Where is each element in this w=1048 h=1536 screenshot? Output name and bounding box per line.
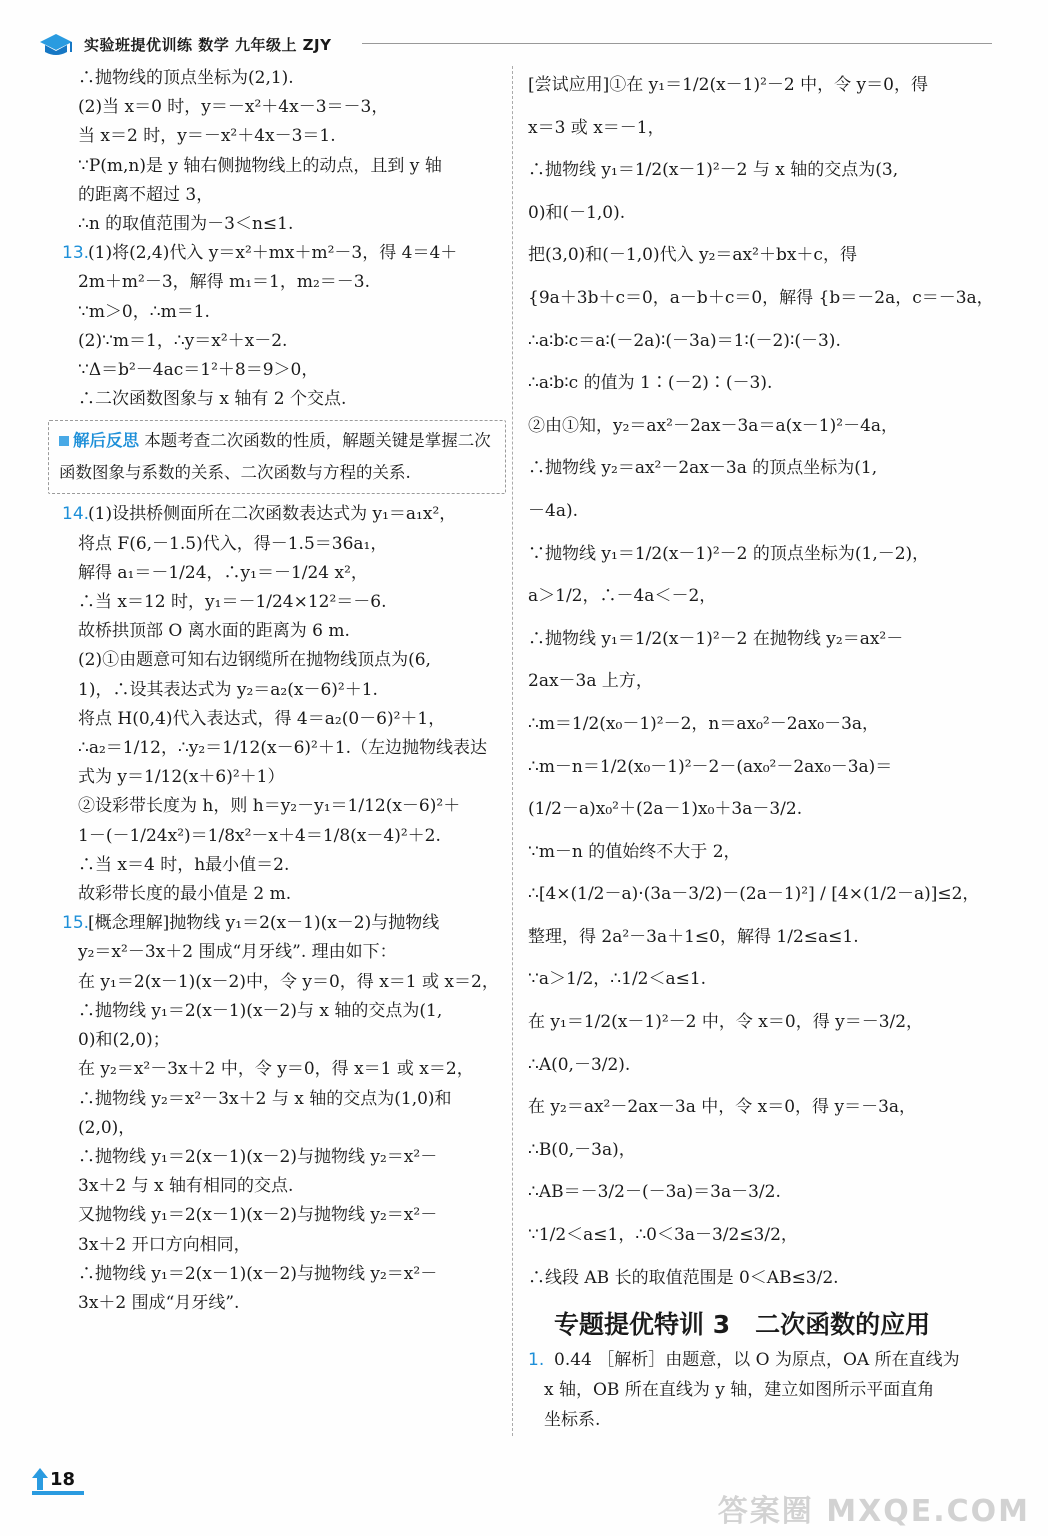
text-line <box>528 831 988 874</box>
text-line <box>78 1085 502 1114</box>
text-line <box>78 64 502 93</box>
line-text: －4a). <box>528 500 578 521</box>
line-text: 0.44 ［解析］由题意，以 O 为原点，OA 所在直线为 <box>554 1350 960 1371</box>
text-line <box>78 559 502 588</box>
line-text: [尝试应用]①在 y₁＝1/2(x－1)²－2 中，令 y＝0，得 <box>528 75 928 95</box>
line-text: 在 y₁＝2(x－1)(x－2)中，令 y＝0，得 x＝1 或 x＝2， <box>78 971 499 992</box>
line-text: 整理，得 2a²－3a＋1≤0，解得 1/2≤a≤1. <box>528 926 859 947</box>
line-text: ∴抛物线 y₁＝2(x－1)(x－2)与抛物线 y₂＝x²－ <box>78 1263 438 1284</box>
text-line <box>78 734 502 763</box>
text-line <box>78 327 502 356</box>
line-text: (2)当 x＝0 时，y＝－x²＋4x－3＝－3， <box>78 97 389 118</box>
text-line <box>78 268 502 297</box>
text-line <box>528 575 988 618</box>
line-text: ∴抛物线 y₁＝1/2(x－1)²－2 与 x 轴的交点为(3, <box>528 160 899 181</box>
line-text: 的距离不超过 3， <box>78 184 214 205</box>
line-text: ∴抛物线 y₁＝1/2(x－1)²－2 在抛物线 y₂＝ax²－ <box>528 628 904 649</box>
text-line <box>528 149 988 192</box>
text-line <box>528 746 988 789</box>
book-cap-logo-icon <box>36 30 76 58</box>
line-text: ∴当 x＝12 时，y₁＝－1/24×12²＝－6. <box>78 592 387 613</box>
text-line <box>544 1405 988 1435</box>
line-text: ∴a∶b∶c 的值为 1∶(－2)∶(－3). <box>528 373 773 394</box>
line-text: ∴n 的取值范围为－3＜n≤1. <box>78 214 294 235</box>
page-number: 18 <box>50 1469 76 1490</box>
line-text: ∴当 x＝4 时，h最小值＝2. <box>78 854 290 875</box>
line-text: [概念理解]抛物线 y₁＝2(x－1)(x－2)与抛物线 <box>88 913 440 934</box>
text-line <box>78 1289 502 1318</box>
line-text: x＝3 或 x＝－1， <box>528 117 665 138</box>
line-text: 0)和(－1,0). <box>528 202 626 223</box>
text-line <box>544 1375 988 1405</box>
text-line <box>528 1345 988 1375</box>
left-column <box>59 64 502 1318</box>
text-line <box>78 1026 502 1055</box>
text-line <box>78 997 502 1026</box>
note-marker-icon <box>59 436 69 446</box>
text-line <box>528 873 988 916</box>
line-text: ∴抛物线的顶点坐标为(2,1). <box>78 68 294 88</box>
text-line <box>528 490 988 533</box>
text-line <box>528 234 988 277</box>
reflection-note <box>48 420 506 494</box>
line-text: 解得 a₁＝－1/24，∴y₁＝－1/24 x²， <box>78 562 368 583</box>
line-text: y₂＝x²－3x＋2 围成“月牙线”. 理由如下： <box>78 942 397 963</box>
question-number: 15. <box>62 913 90 934</box>
line-text: 在 y₂＝x²－3x＋2 中，令 y＝0，得 x＝1 或 x＝2， <box>78 1059 474 1080</box>
section-title: 专题提优特训 3 二次函数的应用 <box>554 1310 931 1340</box>
text-line <box>78 181 502 210</box>
text-line <box>528 1171 988 1214</box>
text-line <box>78 210 502 239</box>
text-line <box>78 822 502 851</box>
line-text: ∴m＝1/2(x₀－1)²－2，n＝ax₀²－2ax₀－3a， <box>528 713 880 734</box>
line-text: 3x＋2 围成“月牙线”. <box>78 1292 240 1313</box>
line-text: ∴抛物线 y₁＝2(x－1)(x－2)与抛物线 y₂＝x²－ <box>78 1146 438 1167</box>
text-line <box>78 1231 502 1260</box>
text-line <box>528 1214 988 1257</box>
text-line <box>528 1001 988 1044</box>
text-line <box>78 1143 502 1172</box>
line-text: ∴抛物线 y₂＝ax²－2ax－3a 的顶点坐标为(1, <box>528 458 878 479</box>
line-text: 当 x＝2 时，y＝－x²＋4x－3＝1. <box>78 126 336 147</box>
note-tag: 解后反思 <box>73 431 139 451</box>
text-line <box>528 64 988 107</box>
text-line <box>78 1114 502 1143</box>
text-line <box>528 660 988 703</box>
line-text: 故彩带长度的最小值是 2 m. <box>78 884 292 905</box>
line-text: ∴[4×(1/2－a)·(3a－3/2)－(2a－1)²] / [4×(1/2－a)]≤2， <box>528 884 980 905</box>
question-number: 1. <box>528 1350 545 1371</box>
line-text: 将点 F(6,－1.5)代入，得－1.5＝36a₁， <box>78 533 388 554</box>
text-line <box>78 617 502 646</box>
page-number-badge <box>32 1466 84 1496</box>
text-line <box>78 705 502 734</box>
text-line <box>78 530 502 559</box>
text-line <box>528 447 988 490</box>
text-line <box>78 385 502 414</box>
line-text: ∴AB＝－3/2－(－3a)＝3a－3/2. <box>528 1182 781 1203</box>
text-line <box>78 1260 502 1289</box>
line-text: ②由①知，y₂＝ax²－2ax－3a＝a(x－1)²－4a， <box>528 415 899 436</box>
text-line <box>78 356 502 385</box>
right-column <box>528 64 994 1435</box>
line-text: ∵P(m,n)是 y 轴右侧抛物线上的动点，且到 y 轴 <box>78 155 442 176</box>
text-line <box>78 1201 502 1230</box>
line-text: ∵Δ＝b²－4ac＝1²＋8＝9＞0， <box>78 360 319 381</box>
text-line <box>78 646 502 675</box>
text-line <box>528 958 988 1001</box>
text-line <box>528 405 988 448</box>
line-text: 1)，∴设其表达式为 y₂＝a₂(x－6)²＋1. <box>78 679 378 700</box>
line-text: 2m＋m²－3，解得 m₁＝1，m₂＝－3. <box>78 272 370 293</box>
text-line <box>528 1257 988 1300</box>
text-line <box>528 916 988 959</box>
line-text: 1－(－1/24x²)＝1/8x²－x＋4＝1/8(x－4)²＋2. <box>78 825 441 846</box>
line-text: (1/2－a)x₀²＋(2a－1)x₀＋3a－3/2. <box>528 799 803 820</box>
line-text: 把(3,0)和(－1,0)代入 y₂＝ax²＋bx＋c，得 <box>528 245 857 266</box>
line-text: 将点 H(0,4)代入表达式，得 4＝a₂(0－6)²＋1， <box>78 708 446 729</box>
text-line <box>528 533 988 576</box>
text-line <box>78 298 502 327</box>
line-text: (1)设拱桥侧面所在二次函数表达式为 y₁＝a₁x²， <box>88 504 457 525</box>
watermark: 答案圈 MXQE.COM <box>717 1494 1030 1529</box>
line-text: ∵a＞1/2，∴1/2＜a≤1. <box>528 969 707 990</box>
text-line <box>78 1055 502 1084</box>
header-rule <box>362 43 992 44</box>
line-text: 坐标系. <box>544 1410 601 1431</box>
line-text: 2ax－3a 上方， <box>528 671 653 692</box>
line-text: ∴A(0,－3/2). <box>528 1054 631 1075</box>
line-text: {9a＋3b＋c＝0，a－b＋c＝0，解得 {b＝－2a，c＝－3a， <box>528 287 994 308</box>
line-text: 故桥拱顶部 O 离水面的距离为 6 m. <box>78 621 350 642</box>
line-text: 3x＋2 与 x 轴有相同的交点. <box>78 1176 294 1197</box>
text-line <box>78 880 502 909</box>
text-line <box>528 1129 988 1172</box>
text-line <box>78 763 502 792</box>
line-text: 式为 y＝1/12(x＋6)²＋1） <box>78 767 285 788</box>
text-line <box>78 968 502 997</box>
text-line <box>78 588 502 617</box>
line-text: ∴抛物线 y₂＝x²－3x＋2 与 x 轴的交点为(1,0)和 <box>78 1088 452 1109</box>
text-line <box>78 122 502 151</box>
line-text: 在 y₂＝ax²－2ax－3a 中，令 x＝0，得 y＝－3a， <box>528 1097 917 1118</box>
line-text: (2,0)， <box>78 1117 136 1138</box>
line-text: ②设彩带长度为 h，则 h＝y₂－y₁＝1/12(x－6)²＋ <box>78 796 461 817</box>
text-line <box>528 618 988 661</box>
text-line <box>78 1172 502 1201</box>
line-text: ∴B(0,－3a)， <box>528 1139 636 1160</box>
text-line <box>528 703 988 746</box>
page-header <box>36 30 996 60</box>
text-line <box>528 362 988 405</box>
line-text: a＞1/2，∴－4a＜－2， <box>528 586 717 607</box>
line-text: ∴抛物线 y₁＝2(x－1)(x－2)与 x 轴的交点为(1, <box>78 1000 443 1021</box>
line-text: ∵1/2＜a≤1，∴0＜3a－3/2≤3/2， <box>528 1225 798 1246</box>
line-text: ∴a∶b∶c＝a∶(－2a)∶(－3a)＝1∶(－2)∶(－3). <box>528 330 841 351</box>
line-text: ∵m－n 的值始终不大于 2， <box>528 841 741 862</box>
text-line <box>62 909 502 938</box>
text-line <box>78 792 502 821</box>
note-text: 本题考查二次函数的性质，解题关键是掌握二次函数图象与系数的关系、二次函数与方程的关系. <box>59 431 491 483</box>
text-line <box>528 1044 988 1087</box>
text-line <box>528 277 994 320</box>
line-text: (2)①由题意可知右边钢缆所在抛物线顶点为(6, <box>78 650 431 671</box>
line-text: (2)∵m＝1，∴y＝x²＋x－2. <box>78 330 288 351</box>
after-section-lines <box>528 1345 988 1435</box>
header-title: 实验班提优训练 数学 九年级上 ZJY <box>84 36 332 54</box>
text-line <box>528 107 988 150</box>
text-line <box>528 192 988 235</box>
line-text: ∵抛物线 y₁＝1/2(x－1)²－2 的顶点坐标为(1,－2)， <box>528 543 930 564</box>
line-text: 3x＋2 开口方向相同， <box>78 1234 251 1255</box>
line-text: ∴m－n＝1/2(x₀－1)²－2－(ax₀²－2ax₀－3a)＝ <box>528 756 893 777</box>
line-text: x 轴，OB 所在直线为 y 轴，建立如图所示平面直角 <box>544 1380 935 1401</box>
question-number: 14. <box>62 504 90 525</box>
line-text: ∴a₂＝1/12，∴y₂＝1/12(x－6)²＋1.（左边抛物线表达 <box>78 738 488 759</box>
text-line <box>78 938 502 967</box>
text-line <box>78 851 502 880</box>
text-line <box>528 788 988 831</box>
line-text: ∴线段 AB 长的取值范围是 0＜AB≤3/2. <box>528 1267 839 1288</box>
text-line <box>528 320 988 363</box>
text-line <box>62 239 502 268</box>
text-line <box>528 1086 988 1129</box>
line-text: 又抛物线 y₁＝2(x－1)(x－2)与抛物线 y₂＝x²－ <box>78 1205 438 1226</box>
text-line <box>78 93 502 122</box>
text-line <box>62 500 502 529</box>
column-divider <box>512 66 513 1436</box>
line-text: 0)和(2,0)； <box>78 1030 170 1051</box>
text-line <box>78 152 502 181</box>
line-text: (1)将(2,4)代入 y＝x²＋mx＋m²－3，得 4＝4＋ <box>88 243 458 264</box>
line-text: ∴二次函数图象与 x 轴有 2 个交点. <box>78 389 347 410</box>
line-text: 在 y₁＝1/2(x－1)²－2 中，令 x＝0，得 y＝－3/2， <box>528 1012 924 1033</box>
right-column-lines <box>528 64 994 1299</box>
question-number: 13. <box>62 243 90 264</box>
text-line <box>78 676 502 705</box>
line-text: ∵m＞0，∴m＝1. <box>78 301 210 322</box>
